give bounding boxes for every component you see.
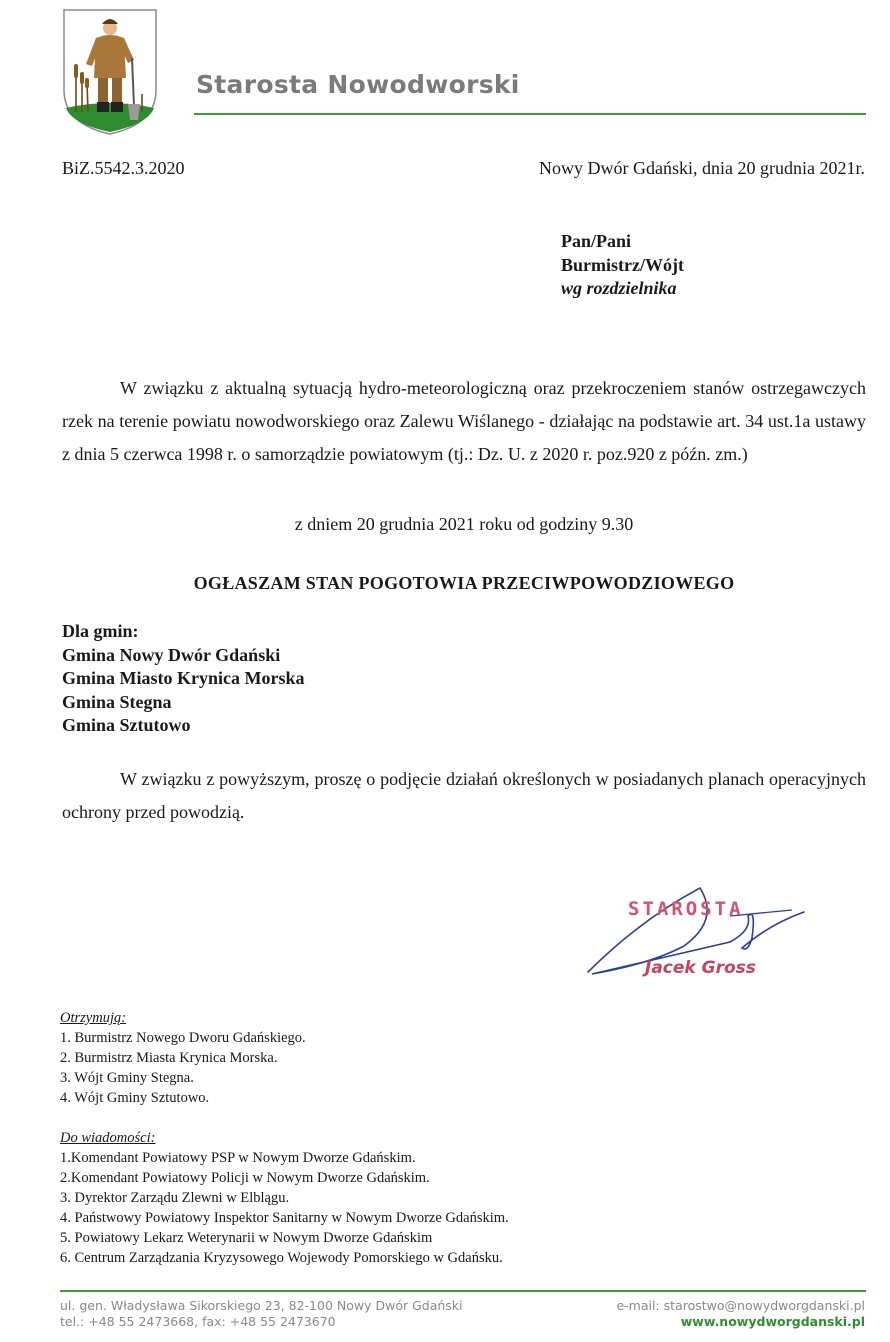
municipality-item: Gmina Nowy Dwór Gdański bbox=[62, 644, 281, 665]
footer-divider bbox=[60, 1290, 866, 1292]
list-item: 2. Burmistrz Miasta Krynica Morska. bbox=[60, 1050, 278, 1066]
footer-website-link[interactable]: www.nowydworgdanski.pl bbox=[680, 1314, 865, 1329]
for-info-list bbox=[60, 1128, 509, 1268]
document-reference: BiZ.5542.3.2020 bbox=[62, 158, 185, 178]
request-paragraph: W związku z powyższym, proszę o podjęcie działań określonych w posiadanych planach operacyjnych ochrony przed powodzią. bbox=[62, 769, 866, 822]
municipality-item: Gmina Miasto Krynica Morska bbox=[62, 668, 305, 688]
municipalities-block bbox=[62, 620, 304, 738]
coat-of-arms-icon bbox=[62, 8, 158, 136]
addressee-line: Burmistrz/Wójt bbox=[561, 254, 684, 275]
footer-email[interactable]: e-mail: starostwo@nowydworgdanski.pl bbox=[616, 1298, 865, 1313]
signature-stamp-name: Jacek Gross bbox=[645, 958, 756, 978]
addressee-line: wg rozdzielnika bbox=[561, 278, 677, 298]
signature-stamp-title: STAROSTA bbox=[628, 898, 744, 920]
list-item: 2.Komendant Powiatowy Policji w Nowym Dworze Gdańskim. bbox=[60, 1170, 430, 1186]
list-item: 1.Komendant Powiatowy PSP w Nowym Dworze Gdańskim. bbox=[60, 1150, 416, 1166]
addressee-line: Pan/Pani bbox=[561, 231, 632, 251]
announcement-heading: OGŁASZAM STAN POGOTOWIA PRZECIWPOWODZIOWEGO bbox=[193, 573, 735, 593]
footer-phones: tel.: +48 55 2473668, fax: +48 55 2473670 bbox=[60, 1314, 336, 1329]
effective-from: z dniem 20 grudnia 2021 roku od godziny 9.30 bbox=[294, 514, 634, 534]
list-item: 5. Powiatowy Lekarz Weterynarii w Nowym Dworze Gdańskim bbox=[60, 1230, 433, 1246]
list-item: 3. Wójt Gminy Stegna. bbox=[60, 1070, 194, 1086]
body-paragraph: W związku z aktualną sytuacją hydro-meteorologiczną oraz przekroczeniem stanów ostrzegawczych rzek na terenie powiatu nowodworskiego oraz Zalewu Wiślanego - działając na podstawie art. 34 ust.1a ustawy z dnia 5 czerwca 1998 r. o samorządzie powiatowym (tj.: Dz. U. z 2020 r. poz.920 z późn. zm.) bbox=[62, 378, 866, 464]
place-and-date: Nowy Dwór Gdański, dnia 20 grudnia 2021r. bbox=[539, 158, 865, 178]
list-item: 4. Wójt Gminy Sztutowo. bbox=[60, 1090, 210, 1106]
list-item: 3. Dyrektor Zarządu Zlewni w Elblągu. bbox=[60, 1190, 290, 1206]
municipalities-label: Dla gmin: bbox=[62, 621, 139, 641]
list-item: 1. Burmistrz Nowego Dworu Gdańskiego. bbox=[60, 1030, 306, 1046]
municipality-item: Gmina Sztutowo bbox=[62, 715, 191, 735]
list-item: 4. Państwowy Powiatowy Inspektor Sanitarny w Nowym Dworze Gdańskim. bbox=[60, 1210, 509, 1226]
footer-address: ul. gen. Władysława Sikorskiego 23, 82-100 Nowy Dwór Gdański bbox=[60, 1298, 463, 1313]
for-info-label: Do wiadomości: bbox=[60, 1130, 156, 1146]
addressee-block bbox=[561, 230, 684, 301]
header-divider bbox=[194, 113, 866, 115]
recipients-label: Otrzymują: bbox=[60, 1010, 127, 1026]
recipients-list bbox=[60, 1008, 306, 1108]
office-title: Starosta Nowodworski bbox=[196, 70, 520, 99]
municipality-item: Gmina Stegna bbox=[62, 691, 172, 712]
list-item: 6. Centrum Zarządzania Kryzysowego Wojewody Pomorskiego w Gdańsku. bbox=[60, 1250, 503, 1266]
